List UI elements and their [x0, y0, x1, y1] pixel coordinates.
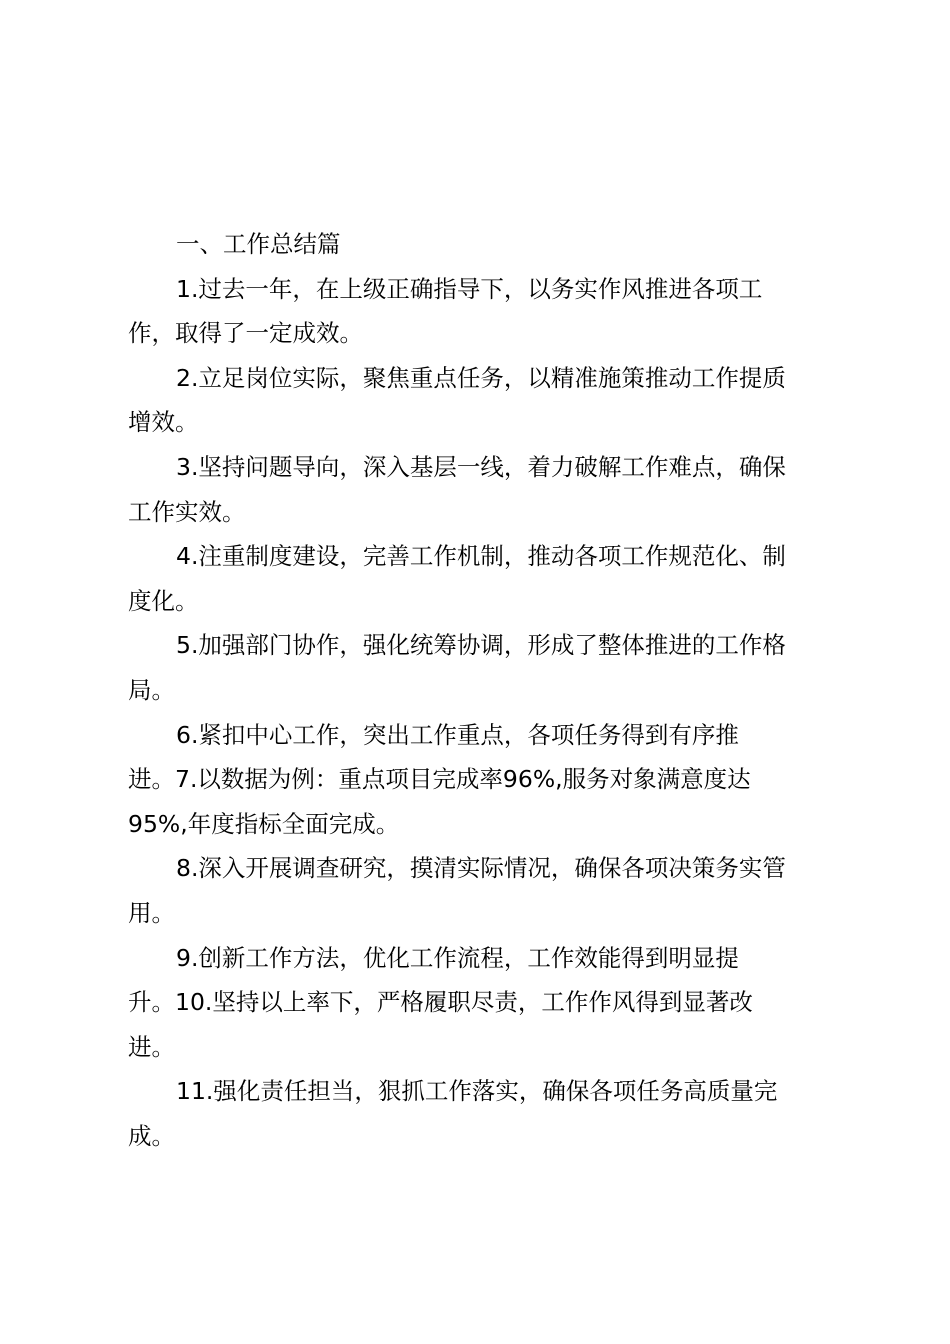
document-body: [128, 222, 820, 1158]
text-line: 1.过去一年，在上级正确指导下，以务实作风推进各项工: [176, 274, 763, 303]
text-line: 成。: [128, 1121, 175, 1150]
text-line: 4.注重制度建设，完善工作机制，推动各项工作规范化、制: [176, 542, 786, 571]
text-line: 度化。: [128, 586, 199, 615]
text-line: 8.深入开展调查研究，摸清实际情况，确保各项决策务实管: [176, 854, 786, 883]
text-line: 进。7.以数据为例：重点项目完成率96%,服务对象满意度达: [128, 765, 751, 794]
text-line: 5.加强部门协作，强化统筹协调，形成了整体推进的工作格: [176, 631, 786, 660]
text-line: 工作实效。: [128, 497, 246, 526]
text-line: 11.强化责任担当，狠抓工作落实，确保各项任务高质量完: [176, 1077, 778, 1106]
text-line: 3.坚持问题导向，深入基层一线，着力破解工作难点，确保: [176, 452, 786, 481]
text-line: 作，取得了一定成效。: [128, 319, 363, 348]
text-line: 95%,年度指标全面完成。: [128, 809, 400, 838]
text-line: 升。10.坚持以上率下，严格履职尽责，工作作风得到显著改: [128, 988, 753, 1017]
section-heading: 一、工作总结篇: [176, 230, 341, 258]
text-line: 进。: [128, 1032, 175, 1061]
text-line: 6.紧扣中心工作，突出工作重点，各项任务得到有序推: [176, 720, 739, 749]
text-line: 2.立足岗位实际，聚焦重点任务，以精准施策推动工作提质: [176, 363, 786, 392]
text-line: 增效。: [128, 408, 199, 437]
text-line: 局。: [128, 675, 175, 704]
text-line: 用。: [128, 898, 175, 927]
text-line: 9.创新工作方法，优化工作流程，工作效能得到明显提: [176, 943, 739, 972]
